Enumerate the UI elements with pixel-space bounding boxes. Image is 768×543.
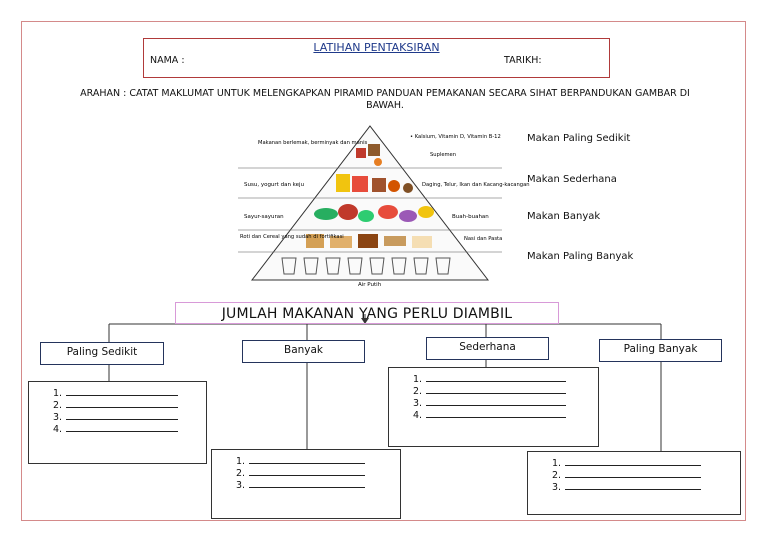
answer-line-number: 2. — [53, 400, 63, 411]
pyramid-label-dairy: Susu, yogurt dan keju — [244, 182, 305, 188]
answer-line-number: 4. — [413, 410, 423, 421]
answer-blank[interactable] — [426, 397, 566, 406]
answer-blank[interactable] — [426, 373, 566, 382]
answer-box-moderate — [388, 367, 599, 447]
pyramid-label-fats: Makanan berlemak, berminyak dan manis — [258, 140, 368, 146]
answer-blank[interactable] — [66, 423, 178, 432]
answer-line-number: 3. — [236, 480, 246, 491]
answer-blank[interactable] — [426, 409, 566, 418]
date-label: TARIKH: — [504, 55, 542, 66]
chart-title: JUMLAH MAKANAN YANG PERLU DIAMBIL — [175, 302, 559, 324]
pyramid-label-rice: Nasi dan Pasta — [464, 236, 503, 242]
category-most: Paling Banyak — [599, 339, 722, 362]
pyramid-label-fruits: Buah-buahan — [452, 214, 489, 220]
category-many: Banyak — [242, 340, 365, 363]
answer-line-number: 2. — [552, 470, 562, 481]
category-least: Paling Sedikit — [40, 342, 164, 365]
pyramid-label-protein: Daging, Telur, Ikan dan Kacang-kacangan — [422, 182, 530, 188]
answer-line-number: 3. — [552, 482, 562, 493]
pyramid-label-water: Air Putih — [358, 282, 382, 288]
answer-line-number: 4. — [53, 424, 63, 435]
level-label-moderate: Makan Sederhana — [527, 174, 617, 185]
pyramid-label-vegetables: Sayur-sayuran — [244, 214, 284, 220]
answer-blank[interactable] — [249, 479, 365, 488]
answer-box-least — [28, 381, 207, 464]
answer-blank[interactable] — [66, 399, 178, 408]
pyramid-label-vitamins: • Kalsium, Vitamin D, Vitamin B-12 — [410, 134, 501, 140]
answer-line-number: 1. — [552, 458, 562, 469]
answer-blank[interactable] — [66, 411, 178, 420]
answer-blank[interactable] — [565, 457, 701, 466]
answer-line-number: 1. — [53, 388, 63, 399]
answer-line-number: 2. — [236, 468, 246, 479]
answer-blank[interactable] — [565, 481, 701, 490]
answer-blank[interactable] — [565, 469, 701, 478]
pyramid-label-supplements: Suplemen — [430, 152, 457, 158]
answer-line-number: 1. — [236, 456, 246, 467]
answer-blank[interactable] — [66, 387, 178, 396]
level-label-most: Makan Paling Banyak — [527, 251, 634, 262]
answer-box-many — [211, 449, 401, 519]
worksheet-title: LATIHAN PENTAKSIRAN — [313, 41, 440, 54]
answer-blank[interactable] — [249, 467, 365, 476]
answer-line-number: 3. — [413, 398, 423, 409]
answer-line-number: 1. — [413, 374, 423, 385]
instructions: ARAHAN : CATAT MAKLUMAT UNTUK MELENGKAPKAN PIRAMID PANDUAN PEMAKANAN SECARA SIHAT BERPANDUKAN GAMBAR DI BAWAH. — [80, 88, 690, 111]
name-label: NAMA : — [150, 55, 185, 66]
answer-line-number: 3. — [53, 412, 63, 423]
level-label-least: Makan Paling Sedikit — [527, 133, 631, 144]
answer-blank[interactable] — [426, 385, 566, 394]
answer-line-number: 2. — [413, 386, 423, 397]
answer-box-most — [527, 451, 741, 515]
category-moderate: Sederhana — [426, 337, 549, 360]
answer-blank[interactable] — [249, 455, 365, 464]
level-label-many: Makan Banyak — [527, 211, 601, 222]
pyramid-label-grains: Roti dan Cereal yang sudah di fortifikasi — [240, 234, 344, 240]
